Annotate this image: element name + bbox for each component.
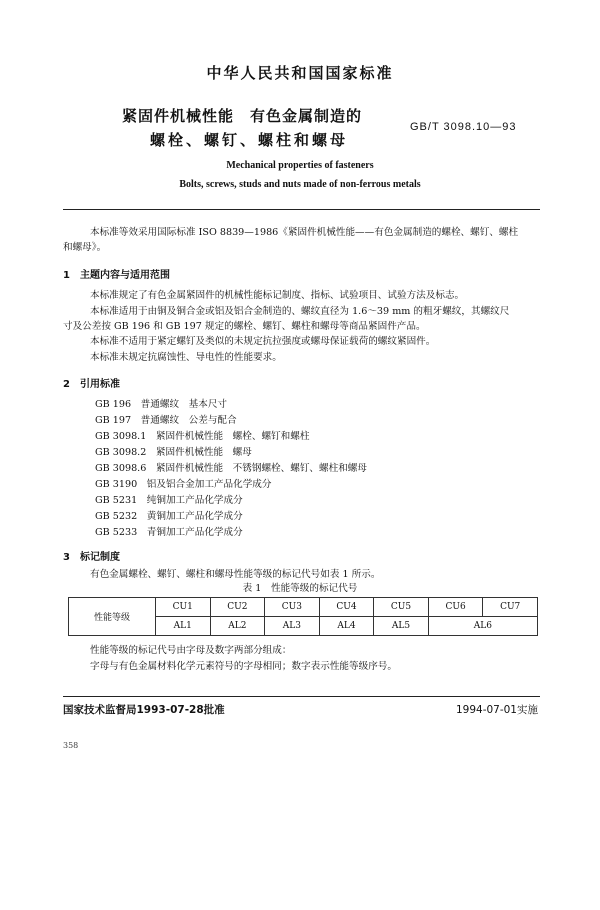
table-cell-cu: CU6 [428, 598, 483, 617]
effective-date: 1994-07-01实施 [455, 704, 538, 716]
standard-number: GB/T 3098.10—93 [410, 121, 517, 133]
reference-item: GB 3098.1 紧固件机械性能 螺栓、螺钉和螺柱 [95, 431, 310, 442]
reference-item: GB 5233 青铜加工产品化学成分 [95, 527, 243, 538]
table-cell-cu: CU4 [319, 598, 374, 617]
approval-date: 国家技术监督局1993-07-28批准 [63, 704, 225, 716]
section-1-para-2a: 本标准适用于由铜及铜合金或铝及铝合金制造的、螺纹直径为 1.6～39 mm 的粗牙螺纹，其螺纹尺 [90, 306, 510, 317]
section-3-note-2: 字母与有色金属材料化学元素符号的字母相同；数字表示性能等级序号。 [90, 661, 397, 672]
section-3-note-1: 性能等级的标记代号由字母及数字两部分组成： [90, 645, 292, 656]
reference-item: GB 3098.2 紧固件机械性能 螺母 [95, 447, 252, 458]
reference-item: GB 196 普通螺纹 基本尺寸 [95, 399, 228, 410]
table-cell-al: AL5 [374, 617, 429, 636]
table-cell-cu: CU1 [156, 598, 211, 617]
intro-line-1: 本标准等效采用国际标准 ISO 8839—1986《紧固件机械性能——有色金属制造的螺栓、螺钉、螺柱 [90, 227, 519, 238]
table-cell-cu: CU2 [210, 598, 265, 617]
performance-grade-table [68, 597, 538, 636]
section-1-para-2b: 寸及公差按 GB 196 和 GB 197 规定的螺栓、螺钉、螺柱和螺母等商品紧固件产品。 [63, 321, 426, 332]
header-rule [63, 209, 540, 210]
reference-item: GB 197 普通螺纹 公差与配合 [95, 415, 237, 426]
table-cell-al: AL4 [319, 617, 374, 636]
section-1-para-4: 本标准未规定抗腐蚀性、导电性的性能要求。 [90, 352, 282, 363]
table-1-caption: 表 1 性能等级的标记代号 [242, 583, 358, 594]
national-standard-header: 中华人民共和国国家标准 [206, 64, 394, 82]
footer-rule [63, 696, 540, 697]
table-cell-cu: CU7 [483, 598, 538, 617]
table-cell-cu: CU3 [265, 598, 320, 617]
reference-item: GB 3190 铝及铝合金加工产品化学成分 [95, 479, 272, 490]
section-3-heading: 3 标记制度 [63, 552, 120, 563]
table-cell-cu: CU5 [374, 598, 429, 617]
table-row-label: 性能等级 [69, 598, 156, 636]
reference-item: GB 5231 纯铜加工产品化学成分 [95, 495, 243, 506]
table-cell-al: AL6 [428, 617, 537, 636]
reference-item: GB 5232 黄铜加工产品化学成分 [95, 511, 243, 522]
english-title-line-2: Bolts, screws, studs and nuts made of non-ferrous metals [179, 179, 421, 190]
section-1-heading: 1 主题内容与适用范围 [63, 270, 170, 281]
section-2-heading: 2 引用标准 [63, 379, 120, 390]
table-cell-al: AL2 [210, 617, 265, 636]
section-1-para-3: 本标准不适用于紧定螺钉及类似的未规定抗拉强度或螺母保证载荷的螺纹紧固件。 [90, 336, 436, 347]
title-line-1: 紧固件机械性能 有色金属制造的 [122, 107, 363, 125]
table-cell-al: AL3 [265, 617, 320, 636]
table-cell-al: AL1 [156, 617, 211, 636]
intro-line-2: 和螺母》。 [63, 242, 107, 253]
title-line-2: 螺栓、螺钉、螺柱和螺母 [150, 131, 349, 149]
reference-item: GB 3098.6 紧固件机械性能 不锈钢螺栓、螺钉、螺柱和螺母 [95, 463, 367, 474]
section-3-para-1: 有色金属螺栓、螺钉、螺柱和螺母性能等级的标记代号如表 1 所示。 [90, 569, 381, 580]
english-title-line-1: Mechanical properties of fasteners [226, 160, 374, 171]
page-number: 358 [63, 741, 79, 750]
section-1-para-1: 本标准规定了有色金属紧固件的机械性能标记制度、指标、试验项目、试验方法及标志。 [90, 290, 465, 301]
